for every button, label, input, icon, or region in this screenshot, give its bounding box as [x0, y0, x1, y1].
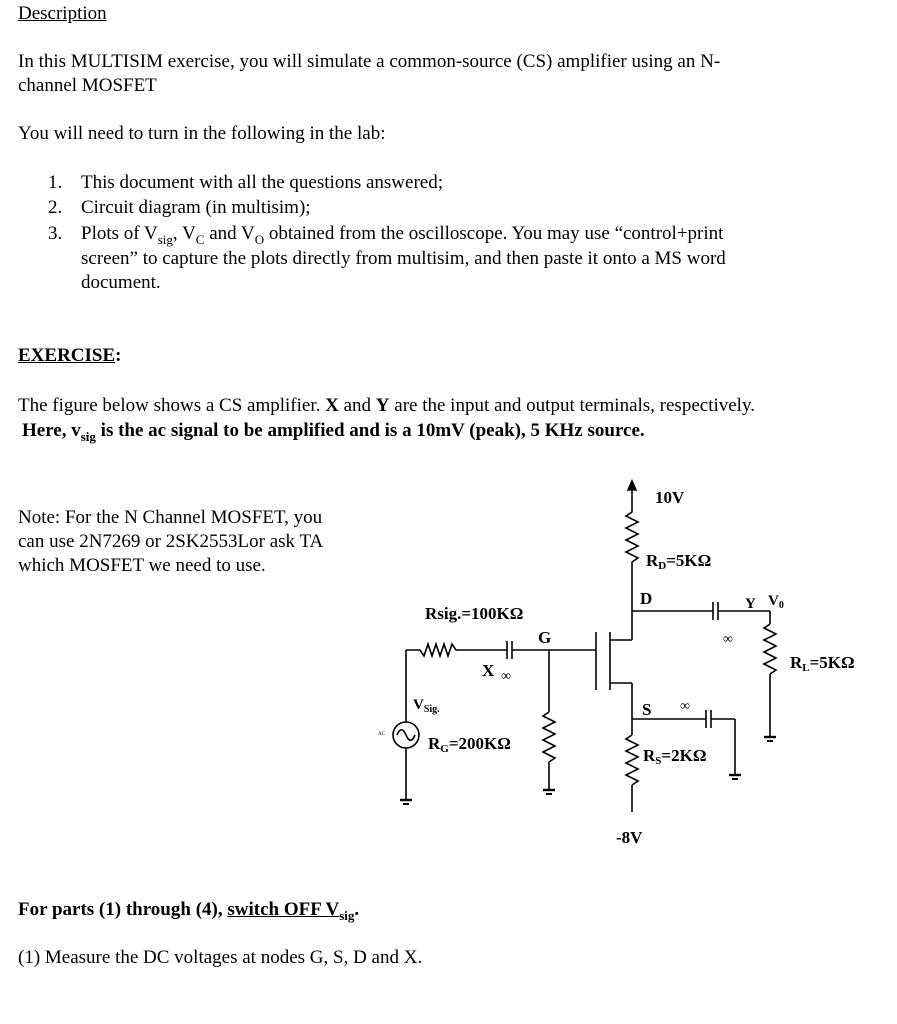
list-number: 3. [48, 223, 63, 244]
vsig-label: $V_{Sig.}$ [413, 697, 440, 715]
input-cap-infinity-icon: ∞ [501, 669, 511, 684]
rg-label: RG=200KΩ [428, 734, 511, 755]
list-number: 2. [48, 197, 63, 218]
drain-node-label: D [640, 589, 653, 608]
turn-in-text: You will need to turn in the following in the lab: [18, 123, 386, 144]
list-text-line-2: screen” to capture the plots directly from multisim, and then paste it onto a MS word [81, 248, 726, 269]
rsig-label: Rsig.=100KΩ [425, 604, 524, 623]
section-heading-description: Description [18, 3, 107, 24]
list-text-line-3: document. [81, 272, 161, 293]
list-item [48, 222, 848, 294]
list-text: Circuit diagram (in multisim); [81, 197, 311, 218]
y-terminal-label: Y [745, 596, 756, 612]
rd-label: RD=5KΩ [646, 551, 712, 572]
source-cap-infinity-icon: ∞ [680, 699, 690, 714]
gate-node-label: G [538, 628, 552, 647]
list-item [48, 171, 848, 195]
vss-label: -8V [616, 828, 643, 847]
source-node-label: S [642, 700, 652, 719]
rg-resistor [543, 712, 555, 762]
vdd-label: 10V [655, 488, 685, 507]
intro-line-1: In this MULTISIM exercise, you will simulate a common-source (CS) amplifier using an N- [18, 51, 721, 72]
list-item [48, 196, 848, 220]
rsig-resistor [406, 644, 460, 656]
vsig-sine [397, 730, 415, 741]
signal-description: Here, $v_{sig}$ is the ac signal to be amplified and is a 10mV (peak), 5 KHz source. [22, 420, 645, 444]
rl-label: RL=5KΩ [790, 653, 855, 674]
exercise-heading: EXERCISE: [18, 345, 122, 366]
rl-resistor [764, 624, 776, 674]
rs-resistor [626, 735, 638, 785]
x-terminal-label: X [482, 661, 495, 680]
intro-line-2: channel MOSFET [18, 75, 157, 96]
rs-label: RS=2KΩ [643, 746, 707, 767]
list-text-line-1: Plots of $V_{sig}$, $V_C$ and $V_O$ obtained from the oscilloscope. You may use “control+print [81, 223, 724, 247]
note-line-3: which MOSFET we need to use. [18, 555, 266, 576]
vo-label: $V_0$ [768, 593, 784, 611]
vdd-arrow [628, 481, 636, 490]
parts-instruction: For parts (1) through (4), switch OFF $V_{sig}$. [18, 899, 360, 923]
note-line-2: can use 2N7269 or 2SK2553Lor ask TA [18, 531, 324, 552]
rd-resistor [626, 508, 638, 566]
output-cap-infinity-icon: ∞ [723, 632, 733, 647]
ac-mark: AC [378, 732, 385, 737]
cs-amplifier-circuit [0, 470, 897, 860]
note-line-1: Note: For the N Channel MOSFET, you [18, 507, 323, 528]
question-1: (1) Measure the DC voltages at nodes G, S, D and X. [18, 947, 423, 968]
figure-description: The figure below shows a CS amplifier. X and Y are the input and output terminals, respectively. [18, 395, 755, 416]
list-text: This document with all the questions answered; [81, 172, 443, 193]
list-number: 1. [48, 172, 63, 193]
